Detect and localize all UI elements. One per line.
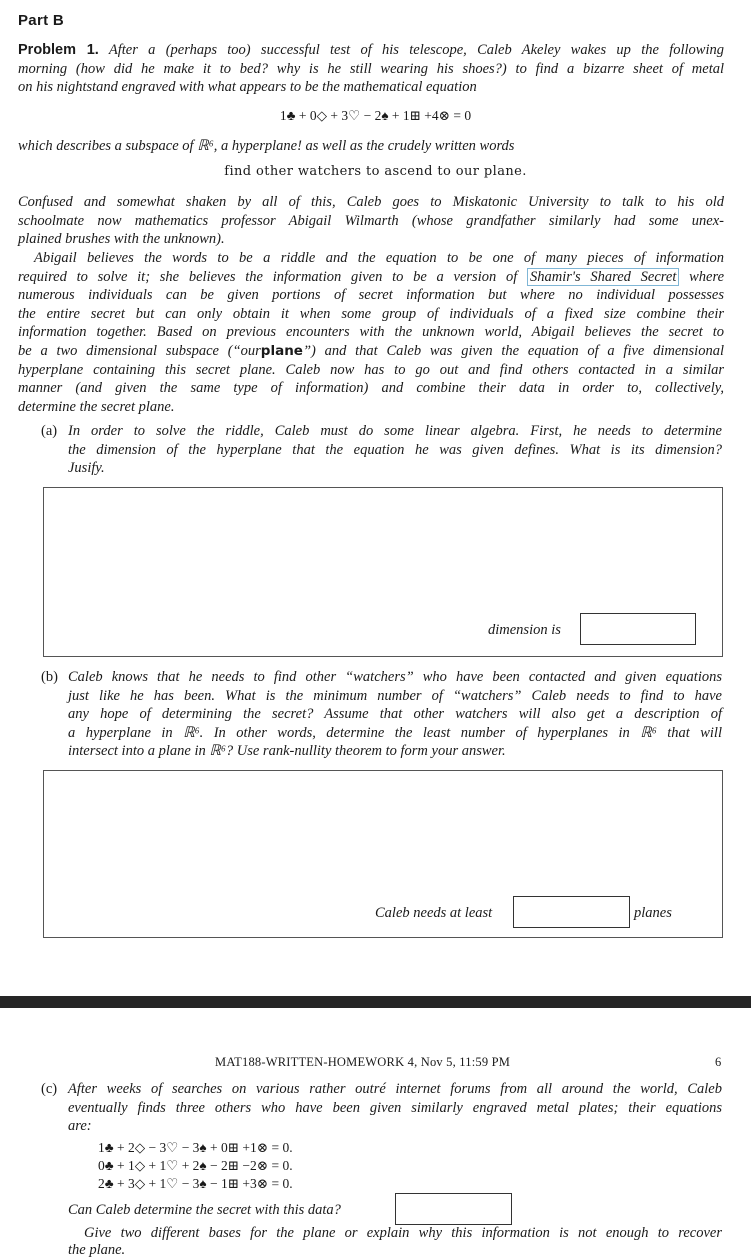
abigail-line-1: Abigail believes the words to be a riddle and the equation to be one of many pieces of information xyxy=(34,250,724,266)
page-header-course: MAT188-WRITTEN-HOMEWORK 4, Nov 5, 11:59 PM xyxy=(215,1055,511,1069)
abigail-line-9: determine the secret plane. xyxy=(18,398,175,415)
abigail-line-5: information together. Based on previous encounters with the unknown world, Abigail believes the secret to xyxy=(18,324,724,341)
equation-2: 0♣ + 1◇ + 1♡ + 2♠ − 2⊞ −2⊗ = 0. xyxy=(98,1158,293,1173)
main-equation: 1♣ + 0◇ + 3♡ − 2♠ + 1⊞ +4⊗ = 0 xyxy=(279,108,472,123)
part-c-line-1: After weeks of searches on various rather outré internet forums from all around the world, Caleb xyxy=(68,1081,722,1097)
confused-line-3: plained brushes with the unknown). xyxy=(18,231,225,248)
part-c-can-question: Can Caleb determine the secret with this data? xyxy=(68,1202,341,1218)
part-a-line-1: In order to solve the riddle, Caleb must do some linear algebra. First, he needs to determine xyxy=(68,423,722,439)
part-b-line-5: intersect into a plane in ℝ⁶? Use rank-nullity theorem to form your answer. xyxy=(68,743,506,760)
part-a-line-2: the dimension of the hyperplane that the equation he was given defines. What is its dimension? xyxy=(68,441,722,458)
part-b-line-1: Caleb knows that he needs to find other “watchers” who have been contacted and given equations xyxy=(68,669,722,685)
shamir-link[interactable]: Shamir's Shared Secret xyxy=(527,268,679,286)
confused-line-1: Confused and somewhat shaken by all of this, Caleb goes to Miskatonic University to talk to his old xyxy=(18,194,724,210)
crude-words: find other watchers to ascend to our plane. xyxy=(224,164,527,179)
abigail-line-3: numerous individuals can be given portions of secret information but where no individual possesses xyxy=(18,287,724,304)
equation-1: 1♣ + 2◇ − 3♡ − 3♠ + 0⊞ +1⊗ = 0. xyxy=(98,1140,293,1155)
part-b-line-4: a hyperplane in ℝ⁶. In other words, determine the least number of hyperplanes in ℝ⁶ that will xyxy=(68,724,722,741)
intro-line-1: Problem 1. After a (perhaps too) successful test of his telescope, Caleb Akeley wakes up the following xyxy=(18,42,724,58)
confused-line-2: schoolmate now mathematics professor Abigail Wilmarth (whose grandfather similarly had some unex- xyxy=(18,212,724,229)
part-c-answer-field[interactable] xyxy=(395,1193,512,1225)
part-b-answer-suffix: planes xyxy=(634,905,672,921)
abigail-paragraph xyxy=(18,249,724,416)
part-a-answer-field[interactable] xyxy=(580,613,696,645)
page-divider xyxy=(0,996,751,1008)
intro-paragraph xyxy=(18,41,724,97)
plane-bold: plane xyxy=(260,342,303,359)
part-c-line-3: are: xyxy=(68,1118,92,1135)
part-c-question xyxy=(68,1080,722,1136)
part-b-line-2: just like he has been. What is the minimum number of “watchers” Caleb needs to find to have xyxy=(68,687,722,704)
problem-label: Problem 1. xyxy=(18,42,99,58)
part-a-answer-label: dimension is xyxy=(488,622,561,638)
part-c-equations xyxy=(98,1139,293,1193)
intro-line-2: morning (how did he make it to bed? why is he still wearing his shoes?) to find a bizarre sheet of metal xyxy=(18,60,724,77)
part-b-question xyxy=(68,668,722,761)
abigail-line-4: the entire secret but can only obtain it when some group of individuals of a fixed size combine their xyxy=(18,305,724,322)
part-b-label: (b) xyxy=(41,669,58,685)
part-b-answer-prefix: Caleb needs at least xyxy=(375,905,493,921)
abigail-line-8: manner (and given the same type of information) and combine their data in order to, collectively, xyxy=(18,380,724,397)
subspace-line: which describes a subspace of ℝ⁶, a hyperplane! as well as the crudely written words xyxy=(18,138,515,154)
abigail-line-6: be a two dimensional subspace (“ourplane”) and that Caleb was given the equation of a five dimensional xyxy=(18,342,724,359)
intro-line-3: on his nightstand engraved with what appears to be the mathematical equation xyxy=(18,79,477,96)
page-number: 6 xyxy=(715,1055,722,1069)
confused-paragraph xyxy=(18,193,724,249)
part-title: Part B xyxy=(18,12,64,29)
part-c-followup xyxy=(68,1224,722,1243)
part-a-line-3: Jusify. xyxy=(68,460,105,477)
part-b-line-3: any hope of determining the secret? Assume that other watchers will also get a description of xyxy=(68,706,722,723)
part-a-label: (a) xyxy=(41,423,58,439)
part-b-answer-field[interactable] xyxy=(513,896,630,928)
part-a-question xyxy=(68,422,722,478)
part-c-followup-line-2: the plane. xyxy=(68,1242,126,1258)
abigail-line-2: required to solve it; she believes the information given to be a version of Shamir's Shared Secret where xyxy=(18,268,725,285)
part-c-label: (c) xyxy=(41,1081,58,1097)
equation-3: 2♣ + 3◇ + 1♡ − 3♠ − 1⊞ +3⊗ = 0. xyxy=(98,1176,293,1191)
part-c-followup-line-1: Give two different bases for the plane or explain why this information is not enough to recover xyxy=(84,1225,722,1241)
part-c-line-2: eventually finds three others who have been given similarly engraved metal plates; their equations xyxy=(68,1099,722,1116)
abigail-line-7: hyperplane containing this secret plane. Caleb now has to go out and find others contacted in a similar xyxy=(18,361,724,378)
